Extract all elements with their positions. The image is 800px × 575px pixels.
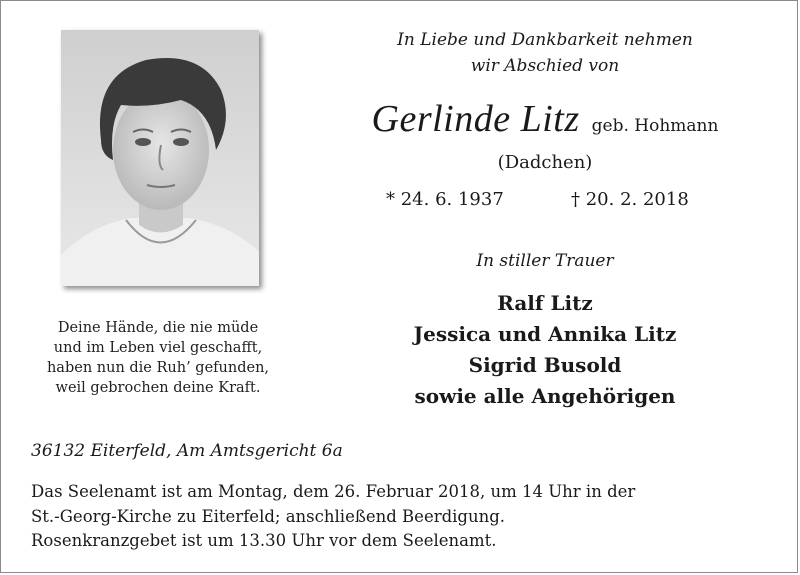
notice-line: Rosenkranzgebet ist um 13.30 Uhr vor dem Seelenamt.: [31, 531, 497, 550]
nickname: (Dadchen): [497, 152, 593, 173]
poem-line: weil gebrochen deine Kraft.: [55, 380, 261, 396]
poem-line: Deine Hände, die nie müde: [57, 320, 259, 336]
mourner: Ralf Litz: [497, 291, 593, 315]
mourners-list: [301, 288, 789, 412]
birth-date: * 24. 6. 1937: [386, 189, 504, 210]
mourner: Sigrid Busold: [468, 353, 622, 377]
poem: [27, 318, 289, 398]
intro-text: [301, 27, 789, 79]
birth-name: geb. Hohmann: [591, 116, 719, 136]
poem-line: haben nun die Ruh’ gefunden,: [46, 360, 270, 376]
notice-line: Das Seelenamt ist am Montag, dem 26. Februar 2018, um 14 Uhr in der: [31, 482, 636, 501]
poem-line: und im Leben viel geschafft,: [53, 340, 263, 356]
address: 36132 Eiterfeld, Am Amtsgericht 6a: [31, 441, 343, 461]
mourning-heading: In stiller Trauer: [476, 251, 614, 271]
portrait-photo: [61, 30, 259, 286]
deceased-name: Gerlinde Litz: [371, 98, 580, 140]
mourner: Jessica und Annika Litz: [413, 322, 677, 346]
notice-line: St.-Georg-Kirche zu Eiterfeld; anschließend Beerdigung.: [31, 506, 506, 526]
death-date: † 20. 2. 2018: [571, 189, 689, 210]
service-notice: [31, 480, 779, 554]
deceased-name-row: [301, 97, 789, 141]
mourner: sowie alle Angehörigen: [414, 384, 676, 408]
intro-line-2: wir Abschied von: [470, 56, 620, 76]
intro-line-1: In Liebe und Dankbarkeit nehmen: [397, 30, 693, 50]
